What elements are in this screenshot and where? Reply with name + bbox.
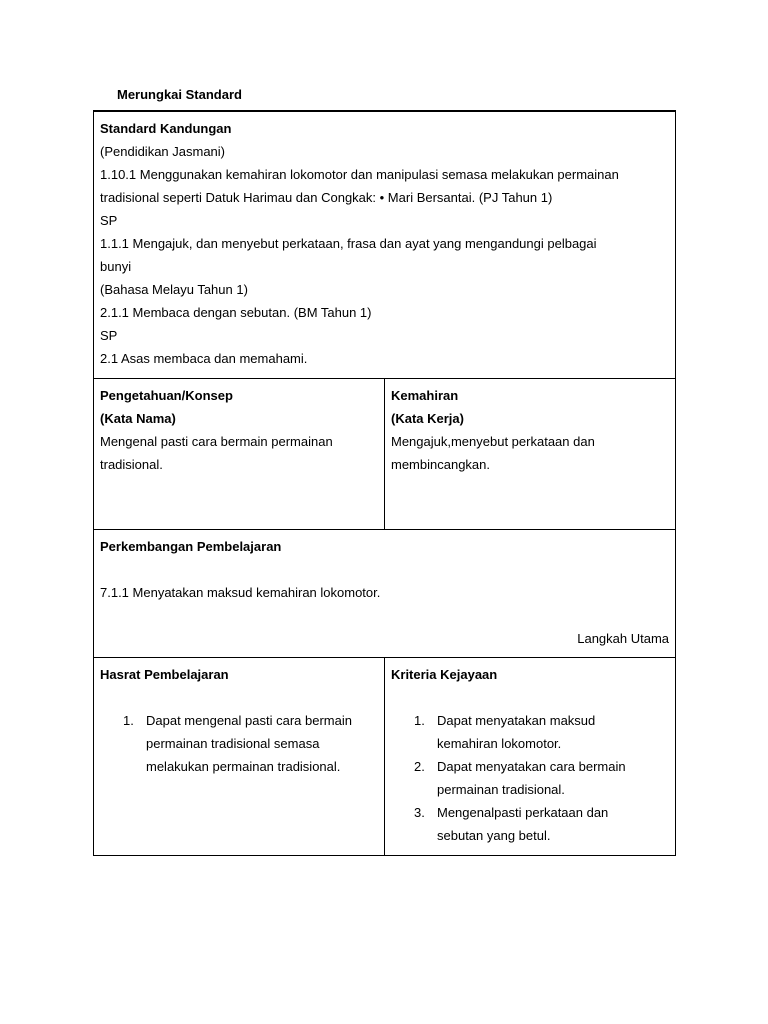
criteria-label: Kriteria Kejayaan bbox=[391, 667, 498, 682]
list-item bbox=[391, 709, 669, 755]
page-heading: Merungkai Standard bbox=[117, 87, 242, 102]
goal-line: Dapat mengenal pasti cara bermain bbox=[146, 713, 352, 728]
knowledge-line: Mengenal pasti cara bermain permainan bbox=[100, 434, 333, 449]
skill-cell bbox=[385, 379, 676, 530]
criteria-list bbox=[391, 709, 669, 847]
knowledge-sublabel: (Kata Nama) bbox=[100, 411, 176, 426]
spacer bbox=[100, 604, 669, 627]
standard-line: 2.1 Asas membaca dan memahami. bbox=[100, 351, 308, 366]
criteria-line: permainan tradisional. bbox=[437, 782, 565, 797]
development-item: 7.1.1 Menyatakan maksud kemahiran lokomotor. bbox=[100, 585, 381, 600]
development-row bbox=[94, 530, 676, 658]
list-number: 1. bbox=[414, 713, 425, 728]
development-note: Langkah Utama bbox=[577, 631, 670, 646]
skill-line: membincangkan. bbox=[391, 457, 490, 472]
development-label: Perkembangan Pembelajaran bbox=[100, 539, 282, 554]
list-number: 1. bbox=[123, 713, 134, 728]
criteria-cell bbox=[385, 658, 676, 856]
standard-line: 1.1.1 Mengajuk, dan menyebut perkataan, frasa dan ayat yang mengandungi pelbagai bbox=[100, 236, 597, 251]
criteria-line: Dapat menyatakan cara bermain bbox=[437, 759, 626, 774]
criteria-line: kemahiran lokomotor. bbox=[437, 736, 562, 751]
goals-criteria-row bbox=[94, 658, 676, 856]
goal-line: melakukan permainan tradisional. bbox=[146, 759, 341, 774]
list-item bbox=[391, 801, 669, 847]
standard-line: SP bbox=[100, 328, 118, 343]
standard-row bbox=[94, 111, 676, 379]
standard-line: 2.1.1 Membaca dengan sebutan. (BM Tahun 1) bbox=[100, 305, 372, 320]
criteria-line: Mengenalpasti perkataan dan bbox=[437, 805, 609, 820]
criteria-line: Dapat menyatakan maksud bbox=[437, 713, 596, 728]
list-number: 3. bbox=[414, 805, 425, 820]
spacer bbox=[391, 686, 669, 709]
criteria-line: sebutan yang betul. bbox=[437, 828, 551, 843]
standard-line: tradisional seperti Datuk Harimau dan Congkak: • Mari Bersantai. (PJ Tahun 1) bbox=[100, 190, 553, 205]
skill-label: Kemahiran bbox=[391, 388, 459, 403]
lesson-standard-table bbox=[93, 110, 676, 856]
standard-line: (Bahasa Melayu Tahun 1) bbox=[100, 282, 248, 297]
spacer bbox=[100, 558, 669, 581]
goals-list bbox=[100, 709, 378, 778]
standard-line: (Pendidikan Jasmani) bbox=[100, 144, 226, 159]
list-item bbox=[391, 755, 669, 801]
standard-cell bbox=[94, 111, 676, 379]
goals-cell bbox=[94, 658, 385, 856]
list-number: 2. bbox=[414, 759, 425, 774]
standard-line: SP bbox=[100, 213, 118, 228]
spacer bbox=[100, 686, 378, 709]
development-cell bbox=[94, 530, 676, 658]
goal-line: permainan tradisional semasa bbox=[146, 736, 320, 751]
standard-label: Standard Kandungan bbox=[100, 121, 232, 136]
list-item bbox=[100, 709, 378, 778]
knowledge-cell bbox=[94, 379, 385, 530]
standard-line: 1.10.1 Menggunakan kemahiran lokomotor dan manipulasi semasa melakukan permainan bbox=[100, 167, 619, 182]
knowledge-label: Pengetahuan/Konsep bbox=[100, 388, 233, 403]
skill-sublabel: (Kata Kerja) bbox=[391, 411, 464, 426]
knowledge-skill-row bbox=[94, 379, 676, 530]
standard-line: bunyi bbox=[100, 259, 132, 274]
knowledge-line: tradisional. bbox=[100, 457, 163, 472]
skill-line: Mengajuk,menyebut perkataan dan bbox=[391, 434, 595, 449]
goals-label: Hasrat Pembelajaran bbox=[100, 667, 229, 682]
